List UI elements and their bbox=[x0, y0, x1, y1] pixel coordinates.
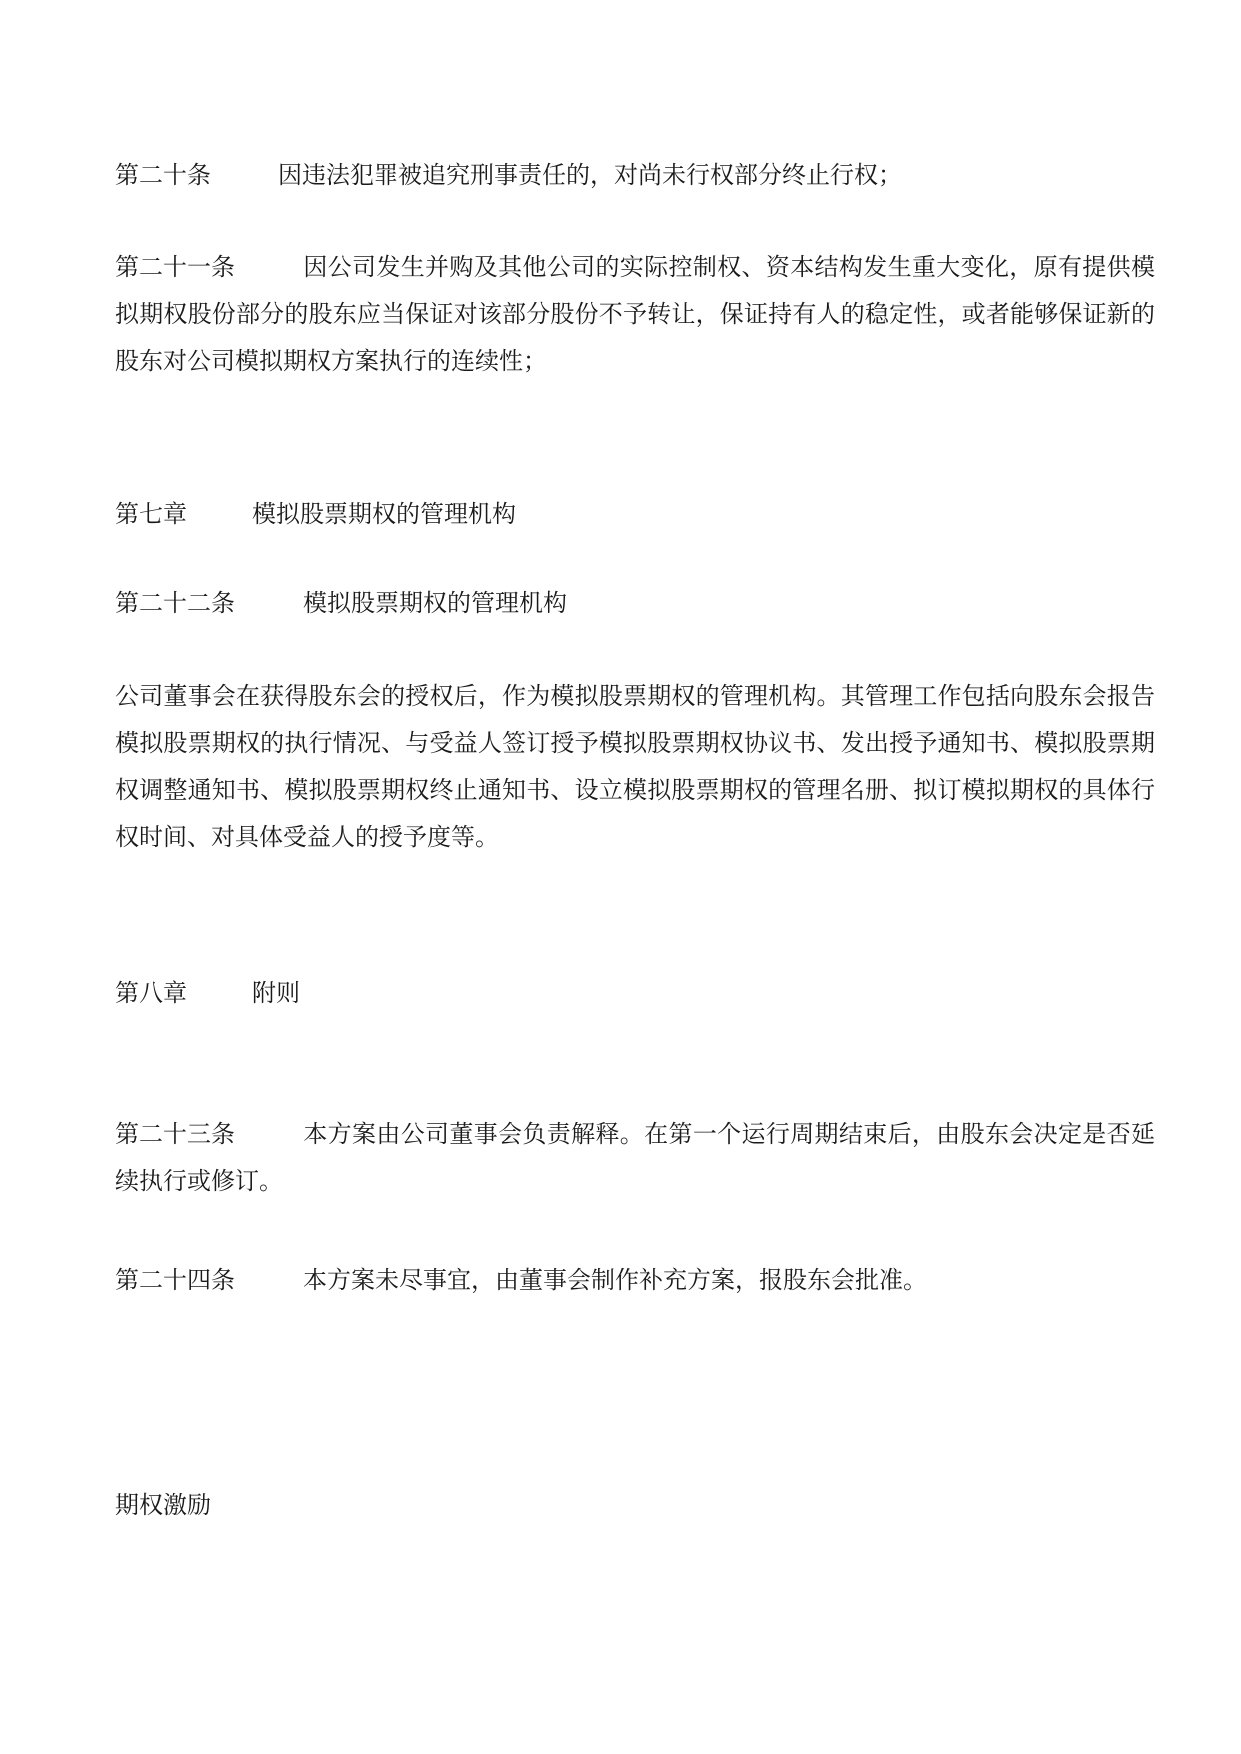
article-24-label: 第二十四条 bbox=[115, 1266, 235, 1294]
article-21-text: 因公司发生并购及其他公司的实际控制权、资本结构发生重大变化，原有提供模拟期权股份部分的股东应当保证对该部分股份不予转让，保证持有人的稳定性，或者能够保证新的股东对公司模拟期权方案执行的连续性； bbox=[115, 253, 1155, 375]
footer-text: 期权激励 bbox=[115, 1491, 211, 1519]
article-24 bbox=[115, 1268, 927, 1292]
chapter-7-title: 模拟股票期权的管理机构 bbox=[252, 500, 516, 528]
article-22-title: 模拟股票期权的管理机构 bbox=[303, 589, 567, 617]
article-22-label: 第二十二条 bbox=[115, 589, 235, 617]
article-23-label: 第二十三条 bbox=[115, 1120, 235, 1148]
chapter-8-heading bbox=[115, 981, 300, 1005]
article-20-text: 因违法犯罪被追究刑事责任的，对尚未行权部分终止行权； bbox=[278, 161, 902, 189]
article-20-label: 第二十条 bbox=[115, 161, 211, 189]
chapter-7-heading bbox=[115, 502, 516, 526]
article-23 bbox=[115, 1111, 1155, 1205]
article-22-heading bbox=[115, 591, 567, 615]
article-24-text: 本方案未尽事宜，由董事会制作补充方案，报股东会批准。 bbox=[303, 1266, 927, 1294]
article-23-text: 本方案由公司董事会负责解释。在第一个运行周期结束后，由股东会决定是否延续执行或修订。 bbox=[115, 1120, 1155, 1195]
article-20 bbox=[115, 163, 902, 187]
chapter-7-label: 第七章 bbox=[115, 500, 187, 528]
article-21-label: 第二十一条 bbox=[115, 253, 235, 281]
article-21 bbox=[115, 244, 1155, 385]
chapter-8-title: 附则 bbox=[252, 979, 300, 1007]
chapter-8-label: 第八章 bbox=[115, 979, 187, 1007]
article-22-body: 公司董事会在获得股东会的授权后，作为模拟股票期权的管理机构。其管理工作包括向股东会报告模拟股票期权的执行情况、与受益人签订授予模拟股票期权协议书、发出授予通知书、模拟股票期权调整通知书、模拟股票期权终止通知书、设立模拟股票期权的管理名册、拟订模拟期权的具体行权时间、对具体受益人的授予度等。 bbox=[115, 682, 1155, 851]
